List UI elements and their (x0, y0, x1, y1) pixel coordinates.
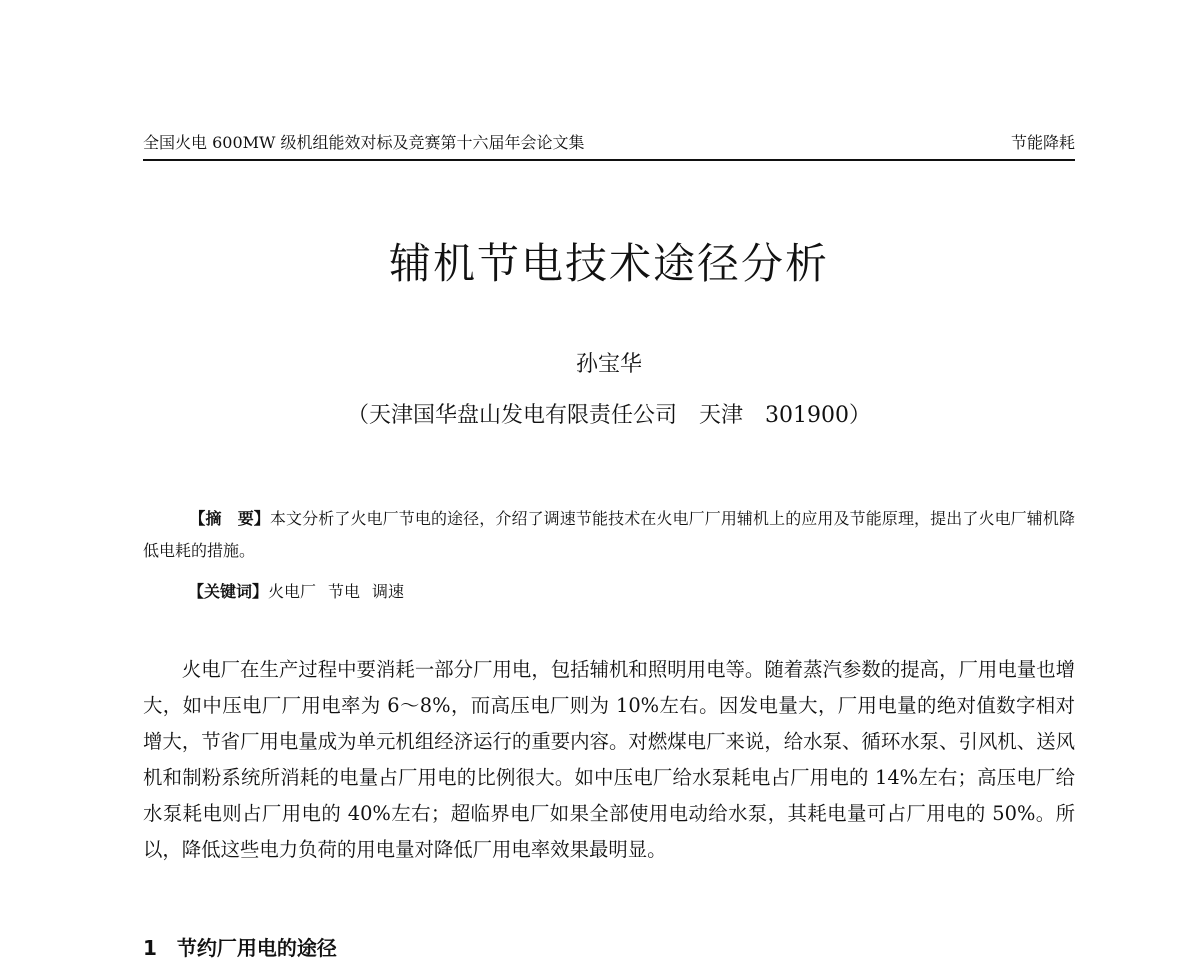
keywords (188, 576, 416, 608)
abstract-text: 本文分析了火电厂节电的途径，介绍了调速节能技术在火电厂厂用辅机上的应用及节能原理，提出了火电厂辅机降低电耗的措施。 (143, 509, 1075, 560)
author-name: 孙宝华 (575, 352, 642, 377)
header-section-name: 节能降耗 (1010, 133, 1075, 152)
keywords-label: 【关键词】 (188, 582, 269, 601)
header-journal-title: 全国火电 600MW 级机组能效对标及竞赛第十六届年会论文集 (143, 133, 585, 152)
abstract-label: 【摘 要】 (189, 509, 270, 528)
keyword-item: 火电厂 (268, 582, 317, 601)
keyword-item: 调速 (372, 582, 405, 601)
section-heading: 1 节约厂用电的途径 (143, 936, 337, 960)
keyword-item: 节电 (328, 582, 361, 601)
paper-title: 辅机节电技术途径分析 (388, 239, 829, 288)
author-affiliation: （天津国华盘山发电有限责任公司 天津 301900） (347, 403, 871, 428)
body-paragraph: 火电厂在生产过程中要消耗一部分厂用电，包括辅机和照明用电等。随着蒸汽参数的提高，厂用电量也增大，如中压电厂厂用电率为 6～8%，而高压电厂则为 10%左右。因发电量大，厂用电量的绝对值数字相对增大，节省厂用电量成为单元机组经济运行的重要内容。对燃煤电厂来说，给水泵、循环水泵、引风机、送风机和制粉系统所消耗的电量占厂用电的比例很大。如中压电厂给水泵耗电占厂用电的 14%左右；高压电厂给水泵耗电则占厂用电的 40%左右；超临界电厂如果全部使用电动给水泵，其耗电量可占厂用电的 50%。所以，降低这些电力负荷的用电量对降低厂用电率效果最明显。 (143, 658, 1075, 861)
running-header (143, 131, 1075, 159)
abstract (143, 503, 1075, 567)
header-rule (143, 159, 1075, 161)
